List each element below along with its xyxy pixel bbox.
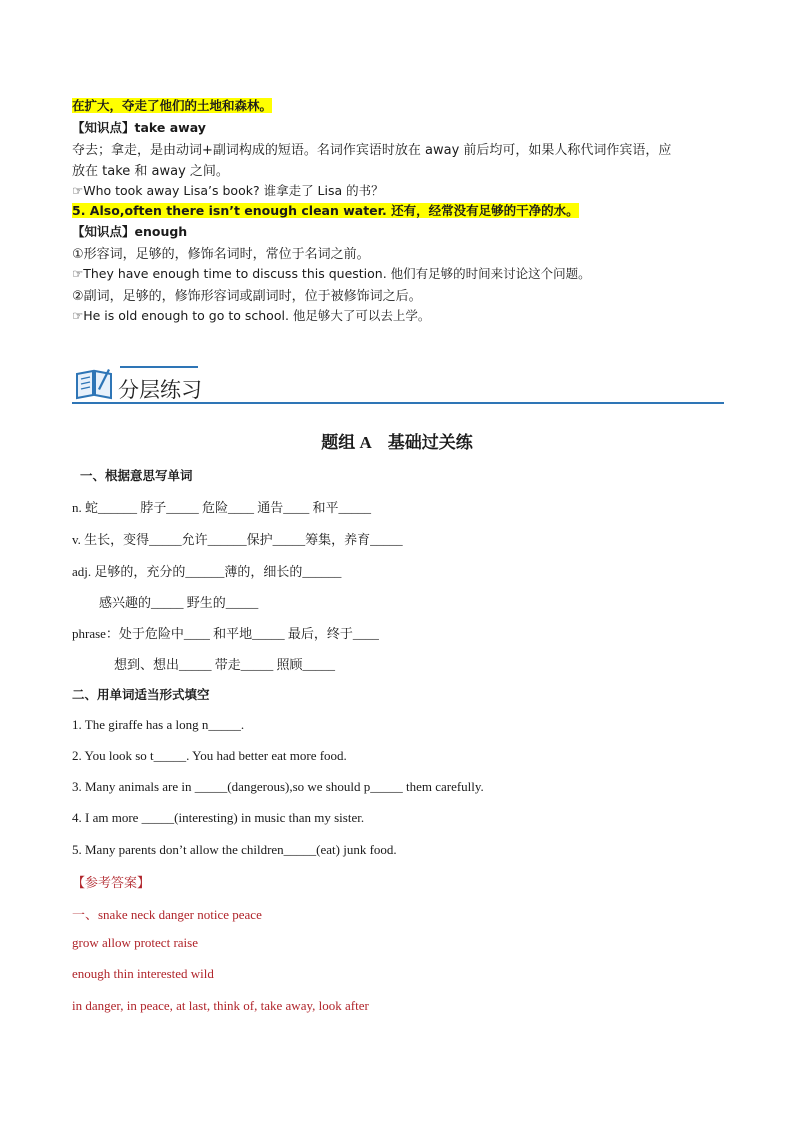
knowledge-desc: 夺去；拿走，是由动词+副词构成的短语。名词作宾语时放在 away 前后均可，如果人称代词作宾语，应 bbox=[72, 143, 672, 158]
knowledge-point-label: 【知识点】take away bbox=[72, 120, 206, 135]
vocab-row-adj: 感兴趣的_____ 野生的_____ bbox=[99, 595, 259, 610]
usage-note: ①形容词，足够的，修饰名词时，常位于名词之前。 bbox=[72, 247, 370, 262]
part2-heading: 二、用单词适当形式填空 bbox=[72, 687, 210, 702]
usage-note: ②副词，足够的，修饰形容词或副词时，位于被修饰词之后。 bbox=[72, 289, 422, 304]
highlight-sentence: 5. Also,often there isn’t enough clean water. 还有，经常没有足够的干净的水。 bbox=[72, 203, 579, 218]
question: 3. Many animals are in _____(dangerous),so we should p_____ them carefully. bbox=[72, 779, 484, 794]
highlight-translation: 在扩大，夺走了他们的土地和森林。 bbox=[72, 98, 273, 113]
vocab-row-noun: n. 蛇______ 脖子_____ 危险____ 通告____ 和平_____ bbox=[72, 500, 372, 515]
section-divider bbox=[72, 402, 724, 404]
section-header-title: 分层练习 bbox=[118, 378, 202, 402]
question: 4. I am more _____(interesting) in music than my sister. bbox=[72, 810, 365, 825]
section-header bbox=[72, 360, 724, 408]
vocab-row-phrase: 想到、想出_____ 带走_____ 照顾_____ bbox=[114, 657, 336, 672]
knowledge-desc: 放在 take 和 away 之间。 bbox=[72, 164, 229, 179]
part1-heading: 一、根据意思写单词 bbox=[80, 468, 193, 483]
answers-heading: 【参考答案】 bbox=[72, 876, 151, 891]
book-icon bbox=[74, 364, 114, 402]
example-sentence: ☞They have enough time to discuss this question. 他们有足够的时间来讨论这个问题。 bbox=[72, 266, 591, 281]
question: 2. You look so t_____. You had better eat more food. bbox=[72, 748, 347, 763]
question: 1. The giraffe has a long n_____. bbox=[72, 717, 245, 732]
vocab-row-adj: adj. 足够的，充分的______薄的，细长的______ bbox=[72, 564, 342, 579]
knowledge-point-label: 【知识点】enough bbox=[72, 224, 188, 239]
example-sentence: ☞He is old enough to go to school. 他足够大了可以去上学。 bbox=[72, 308, 431, 323]
vocab-row-verb: v. 生长，变得_____允许______保护_____筹集，养育_____ bbox=[72, 532, 403, 547]
vocab-row-phrase: phrase：处于危险中____ 和平地_____ 最后，终于____ bbox=[72, 626, 379, 641]
answer-line: grow allow protect raise bbox=[72, 935, 198, 950]
header-accent-line bbox=[120, 366, 198, 368]
answer-line: 一、snake neck danger notice peace bbox=[72, 907, 262, 922]
question: 5. Many parents don’t allow the children_____(eat) junk food. bbox=[72, 842, 397, 857]
answer-line: in danger, in peace, at last, think of, take away, look after bbox=[72, 998, 369, 1013]
answer-line: enough thin interested wild bbox=[72, 966, 214, 981]
group-title: 题组 A 基础过关练 bbox=[321, 433, 473, 452]
example-sentence: ☞Who took away Lisa’s book? 谁拿走了 Lisa 的书？ bbox=[72, 183, 384, 198]
